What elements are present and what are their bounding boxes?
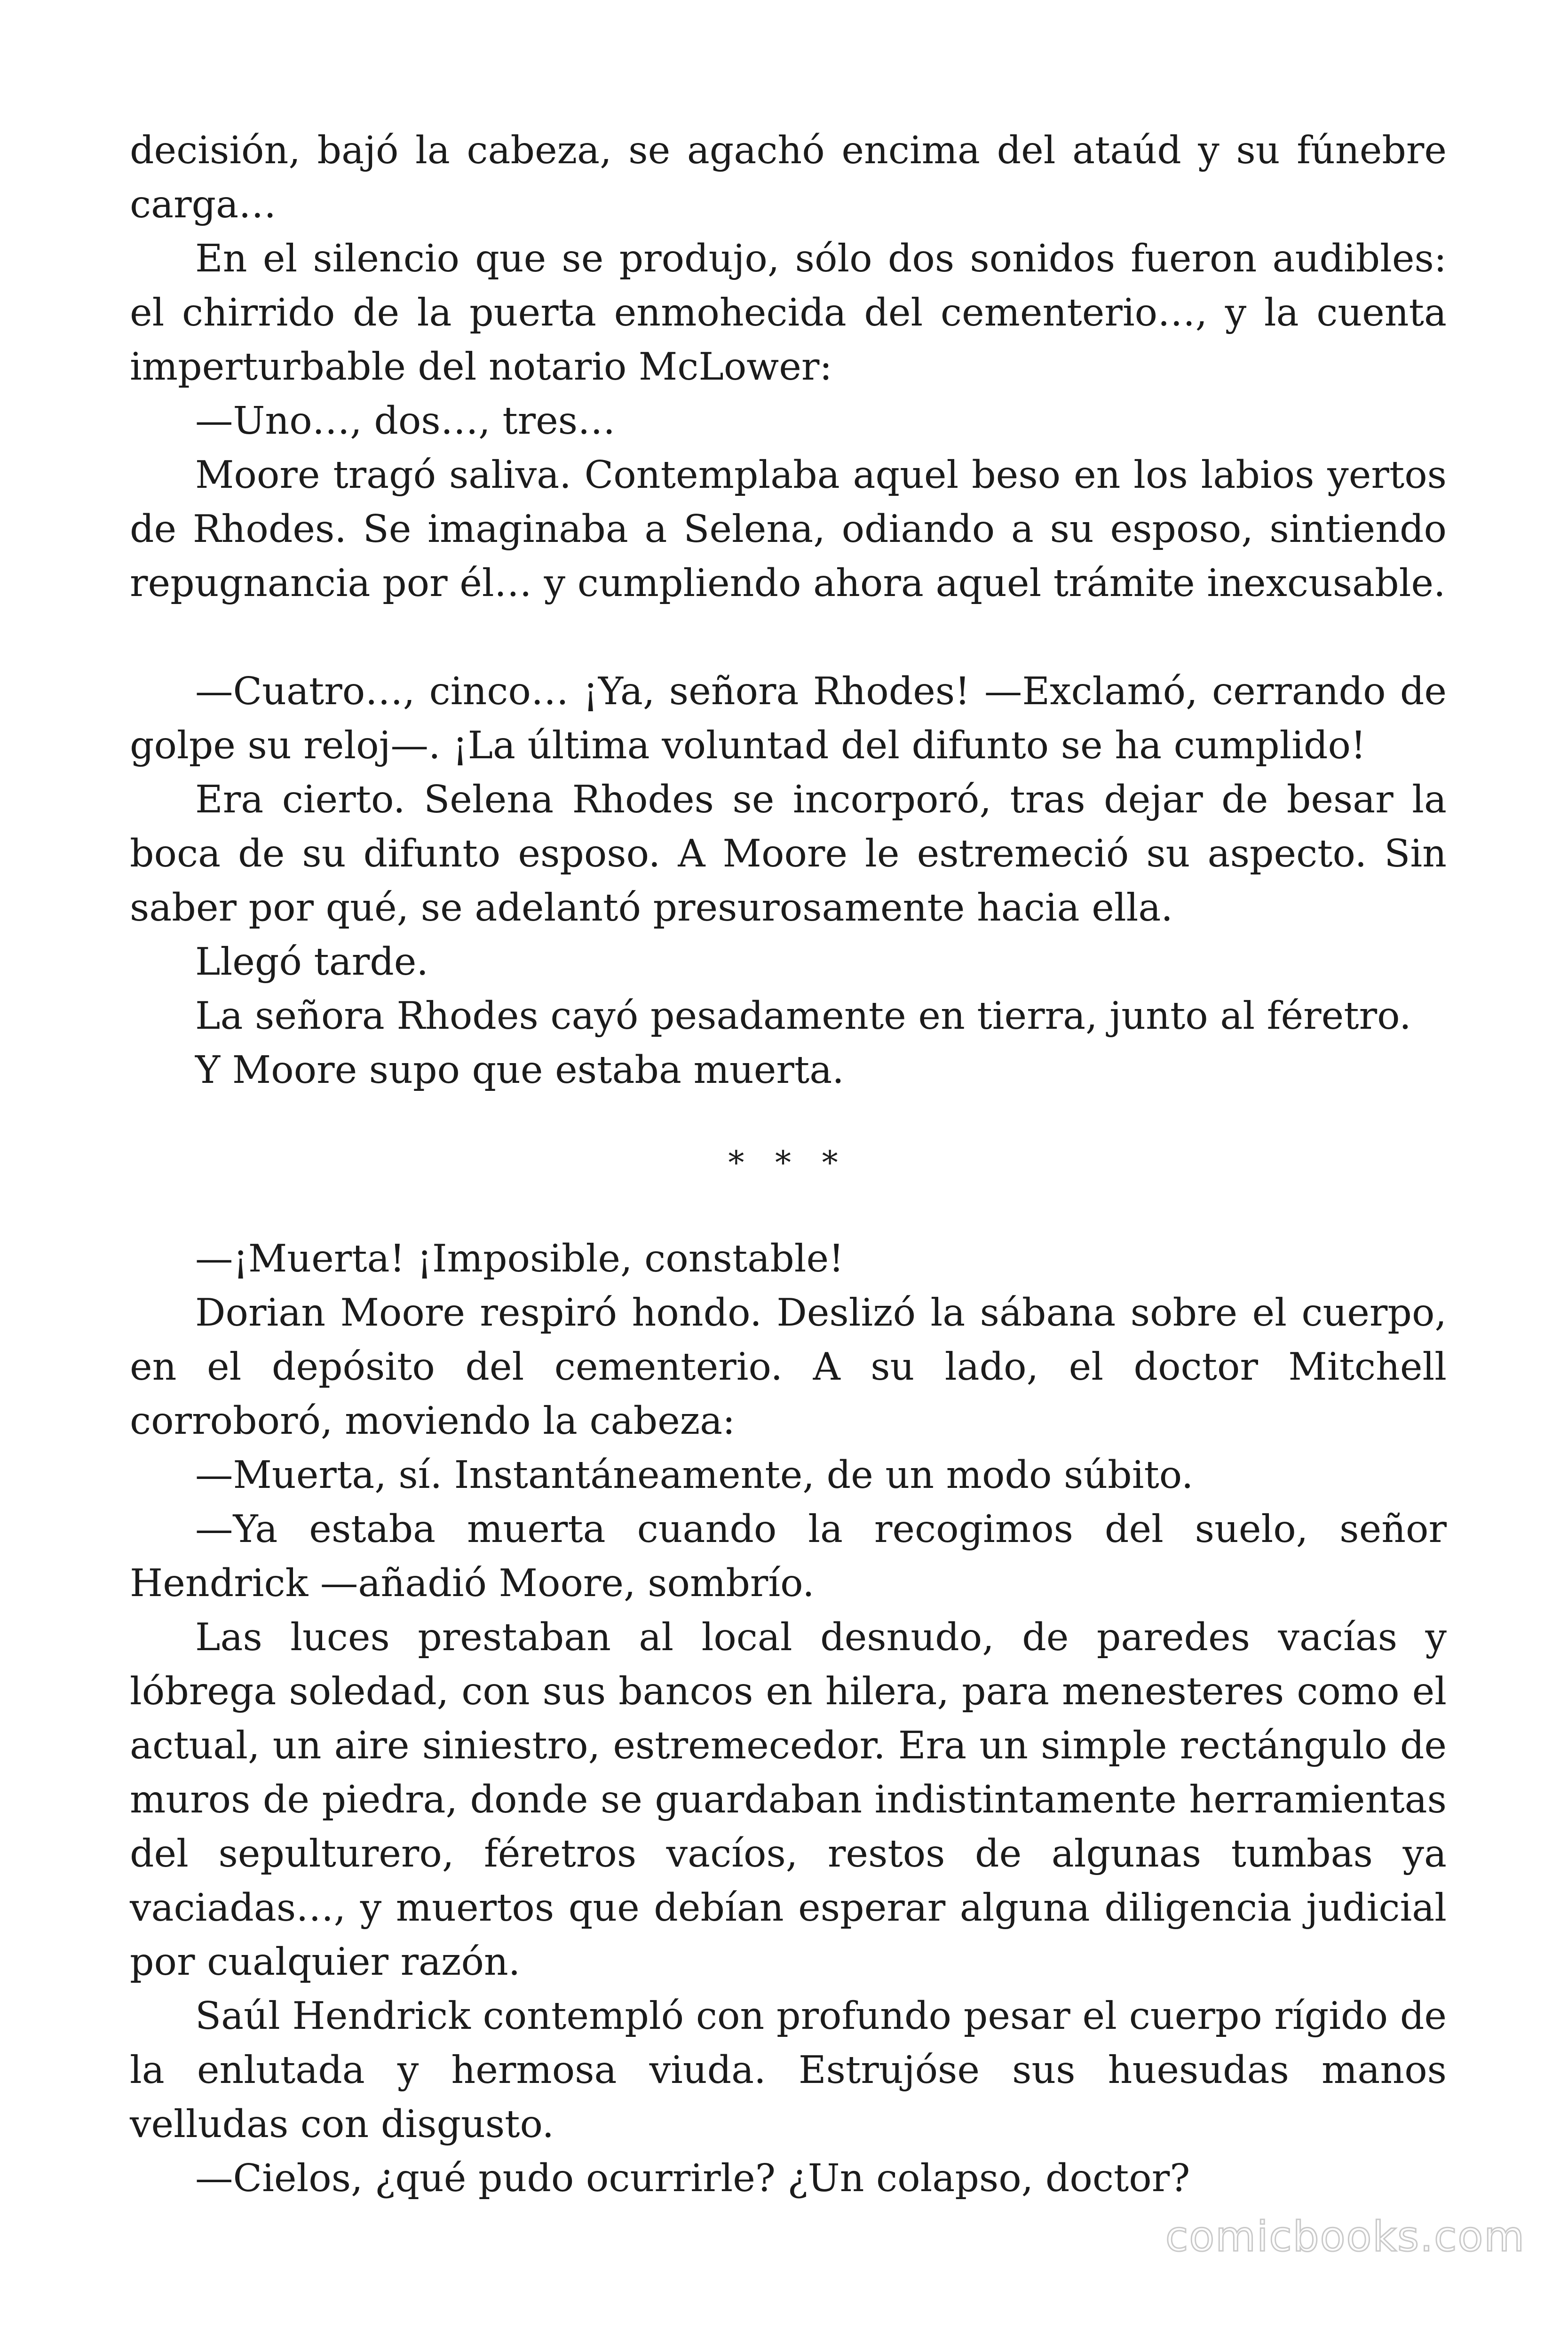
paragraph: —Cielos, ¿qué pudo ocurrirle? ¿Un colapso, doctor? — [195, 2156, 1190, 2200]
paragraph: —¡Muerta! ¡Imposible, constable! — [195, 1236, 844, 1280]
paragraph: Dorian Moore respiró hondo. Deslizó la sábana sobre el cuerpo, en el depósito del cementerio. A su lado, el doctor Mitchell corroboró, moviendo la cabeza: — [130, 1290, 1447, 1443]
paragraph: —Cuatro…, cinco… ¡Ya, señora Rhodes! —Exclamó, cerrando de golpe su reloj—. ¡La última voluntad del difunto se ha cumplido! — [130, 669, 1447, 767]
paragraph: Las luces prestaban al local desnudo, de paredes vacías y lóbrega soledad, con sus bancos en hilera, para menesteres como el actual, un aire siniestro, estremecedor. Era un simple rectángulo de muros de piedra, donde se guardaban indistintamente herramientas del sepulturero, féretros vacíos, restos de algunas tumbas ya vaciadas…, y muertos que debían esperar alguna diligencia judicial por cualquier razón. — [130, 1615, 1447, 1984]
paragraph: —Uno…, dos…, tres… — [195, 398, 616, 443]
paragraph: En el silencio que se produjo, sólo dos sonidos fueron audibles: el chirrido de la puerta enmohecida del cementerio…, y la cuenta imperturbable del notario McLower: — [130, 236, 1447, 389]
watermark: comicbooks.com — [1165, 2212, 1526, 2261]
paragraph: Llegó tarde. — [195, 939, 429, 984]
paragraph: decisión, bajó la cabeza, se agachó encima del ataúd y su fúnebre carga… — [130, 128, 1447, 226]
paragraph: Saúl Hendrick contempló con profundo pesar el cuerpo rígido de la enlutada y hermosa viuda. Estrujóse sus huesudas manos velludas con disgusto. — [130, 1994, 1447, 2146]
section-separator: * * * — [728, 1144, 848, 1182]
paragraph: Y Moore supo que estaba muerta. — [195, 1048, 844, 1092]
paragraph: La señora Rhodes cayó pesadamente en tierra, junto al féretro. — [195, 993, 1411, 1038]
paragraph: Era cierto. Selena Rhodes se incorporó, tras dejar de besar la boca de su difunto esposo. A Moore le estremeció su aspecto. Sin saber por qué, se adelantó presurosamente hacia ella. — [130, 777, 1447, 930]
paragraph: —Ya estaba muerta cuando la recogimos del suelo, señor Hendrick —añadió Moore, sombrío. — [130, 1507, 1447, 1605]
paragraph: Moore tragó saliva. Contemplaba aquel beso en los labios yertos de Rhodes. Se imaginaba a Selena, odiando a su esposo, sintiendo repugnancia por él… y cumpliendo ahora aquel trámite inexcusable. — [130, 453, 1447, 605]
paragraph: —Muerta, sí. Instantáneamente, de un modo súbito. — [195, 1453, 1194, 1497]
